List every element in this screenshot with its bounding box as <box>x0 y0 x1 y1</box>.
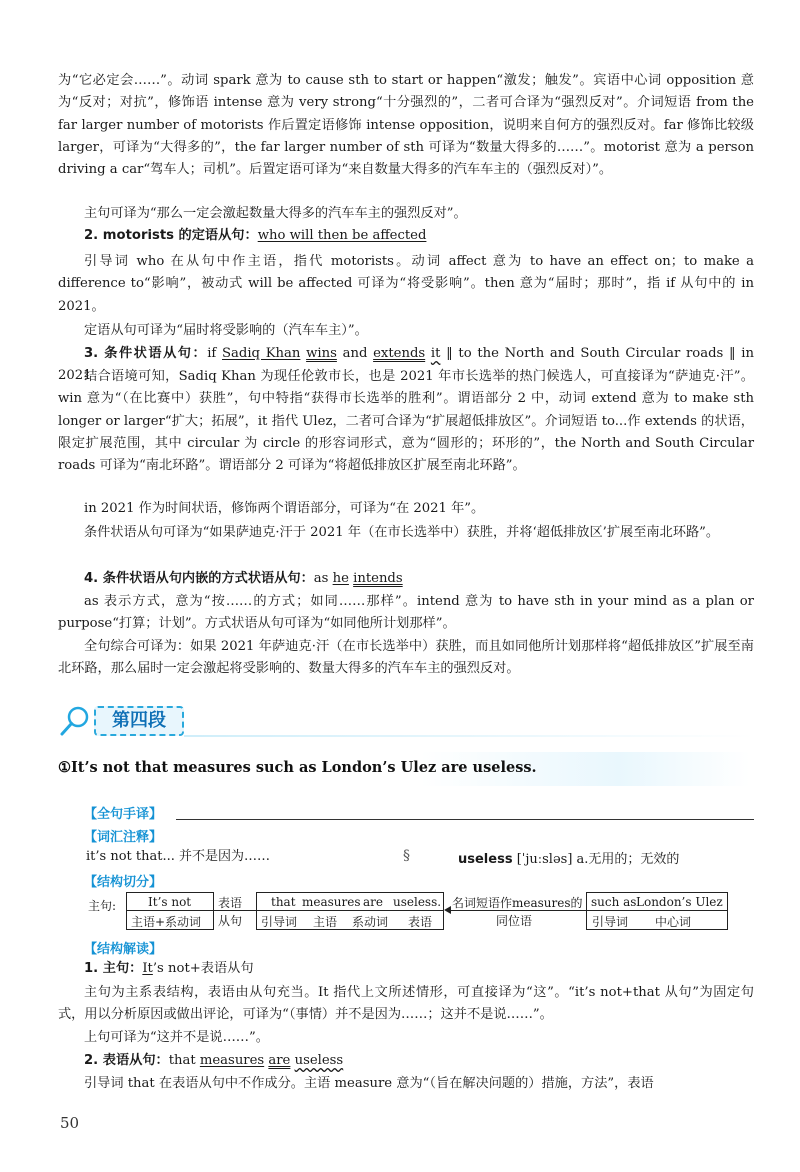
label-structure: 【结构切分】 <box>84 875 163 890</box>
magnifier-icon <box>58 704 94 738</box>
paragraph-relative-translation: 定语从句可译为“届时将受影响的（汽车车主）”。 <box>84 323 368 338</box>
heading-label: 1. 主句： <box>84 961 143 976</box>
word-intends: intends <box>353 571 403 586</box>
analysis-heading-1 <box>84 958 754 980</box>
paragraph-as-manner: as 表示方式，意为“按……的方式；如同……那样”。intend 意为 to have sth in your mind as a plan or purpose“打算；计划”。方式状语从句可译为“如同他所计划那样”。 <box>58 594 754 632</box>
target-sentence: ①It’s not that measures such as London’s Ulez are useless. <box>58 759 537 776</box>
diagram-box-appositive-divider <box>586 910 728 911</box>
diagram-predicative-top: 表语 <box>218 896 243 910</box>
label-translation: 【全句手译】 <box>84 807 163 822</box>
paragraph-main-clause-translation: 主句可译为“那么一定会激起数量大得多的汽车车主的强烈反对”。 <box>84 206 467 221</box>
vocab-item-2 <box>458 848 679 867</box>
diagram-appositive-bottom: 同位语 <box>496 914 533 928</box>
diagram-appositive-top: 名词短语作measures的 <box>452 896 583 910</box>
diagram-role: 中心词 <box>655 915 692 929</box>
paragraph-full-translation: 全句综合可译为：如果 2021 年萨迪克·汗（在市长选举中）获胜，而且如同他所计划那样将“超低排放区”扩展至南北环路，那么届时一定会激起将受影响的、数量大得多的汽车车主的强烈反对。 <box>58 639 754 677</box>
paragraph-conditional-translation: 条件状语从句可译为“如果萨迪克·汗于 2021 年（在市长选举中）获胜，并将‘超低排放区’扩展至南北环路”。 <box>84 525 720 540</box>
analysis-it: It <box>142 961 153 976</box>
analysis-heading-2 <box>84 1050 754 1072</box>
heading-manner-clause <box>58 568 754 590</box>
word-if: if <box>207 346 222 361</box>
analysis-text-2: 上句可译为“这并不是说……”。 <box>84 1030 269 1045</box>
diagram-predicative-bottom: 从句 <box>218 914 243 928</box>
page-number: 50 <box>60 1114 80 1132</box>
heading-label: 2. 表语从句： <box>84 1053 169 1068</box>
diagram-role: 引导词 <box>261 915 298 929</box>
paragraph-time-adverbial: in 2021 作为时间状语，修饰两个谓语部分，可译为“在 2021 年”。 <box>84 501 485 516</box>
section-title: 第四段 <box>112 710 166 731</box>
word-he: he <box>332 571 349 586</box>
word-object: it <box>430 346 441 361</box>
word-subject: Sadiq Khan <box>222 346 301 361</box>
diagram-word: London’s Ulez <box>636 895 723 909</box>
section-badge <box>94 706 184 736</box>
analysis-text-3: 引导词 that 在表语从句中不作成分。主语 measure 意为“（旨在解决问题的）措施，方法”，表语 <box>84 1076 654 1091</box>
heading-relative-clause <box>58 225 754 247</box>
diagram-word: useless. <box>393 895 442 909</box>
paragraph-sadiq-khan: 结合语境可知，Sadiq Khan 为现任伦敦市长，也是 2021 年市长选举的热门候选人，可直接译为“萨迪克·汗”。win 意为“（在比赛中）获胜”，句中特指“获得市长选举的胜利”。谓语部分 2 中，动词 extend 意为 to make sth longer or larger“扩大；拓展”，it 指代 Ulez，二者可合译为“扩展超低排放区”。介词短语 to...作 extends 的状语，限定扩展范围，其中 circular 为 circle 的形容词形式，意为“圆形的；环形的”，the North and South Circular roads 可译为“南北环路”。谓语部分 2 可译为“将超低排放区扩展至南北环路”。 <box>58 369 754 474</box>
diagram-main-top: It’s not <box>148 895 192 909</box>
vocab-separator: § <box>403 848 410 864</box>
diagram-word: measures <box>302 895 361 909</box>
diagram-box-clause-divider <box>256 910 444 911</box>
diagram-word: are <box>363 895 383 909</box>
diagram-role: 主语 <box>313 915 338 929</box>
vocab-definition: [ˈjuːsləs] a.无用的；无效的 <box>512 852 680 867</box>
clause-rest: ‖ to the North and South Circular roads ‖ in 2021 <box>58 346 754 384</box>
analysis-text-1: 主句为主系表结构，表语由从句充当。It 指代上文所述情形，可直接译为“这”。“it’s not+that 从句”为固定句式，用以分析原因或做出评论，可译为“（事情）并不是因为……；这并不是说……”。 <box>58 985 754 1023</box>
analysis-h1-rest: ’s not+表语从句 <box>152 961 254 976</box>
analysis-that: that <box>168 1053 200 1068</box>
section-divider <box>184 735 754 737</box>
heading-label: 3. 条件状语从句： <box>84 346 208 361</box>
paragraph-spark: 为“它必定会……”。动词 spark 意为 to cause sth to start or happen“激发；触发”。宾语中心词 opposition 意为“反对；对抗”，修饰语 intense 意为 very strong“十分强烈的”，二者可合译为“强烈反对”。介词短语 from the far larger number of motorists 作后置定语修饰 intense opposition，说明来自何方的强烈反对。far 修饰比较级 larger，可译为“大得多的”，the far larger number of sth 可译为“数量大得多的……”。motorist 意为 a person driving a car“驾车人；司机”。后置定语可译为“来自数量大得多的汽车车主的（强烈反对）”。 <box>58 73 754 178</box>
diagram-role: 表语 <box>408 915 433 929</box>
analysis-useless: useless <box>294 1053 344 1068</box>
word-predicate-2: extends <box>373 346 426 361</box>
word-predicate-1: wins <box>306 346 337 361</box>
analysis-measures: measures <box>199 1053 265 1068</box>
diagram-word: that <box>271 895 296 909</box>
word-and: and <box>336 346 374 361</box>
diagram-role: 引导词 <box>592 915 629 929</box>
relative-clause-text: who will then be affected <box>257 228 427 243</box>
diagram-word: such as <box>591 895 637 909</box>
heading-label: 4. 条件状语从句内嵌的方式状语从句： <box>84 571 314 586</box>
diagram-main-label: 主句: <box>88 899 117 913</box>
heading-label: 2. motorists 的定语从句： <box>84 228 258 243</box>
diagram-main-bottom: 主语+系动词 <box>131 915 202 929</box>
paragraph-who: 引导词 who 在从句中作主语，指代 motorists。动词 affect 意为 to have an effect on；to make a difference to“影响”，被动式 will be affected 可译为“将受影响”。then 意为“届时；那时”，指 if 从句中的 in 2021。 <box>58 254 754 314</box>
analysis-are: are <box>268 1053 291 1068</box>
diagram-role: 系动词 <box>352 915 389 929</box>
label-vocab: 【词汇注释】 <box>84 830 163 845</box>
vocab-word: useless <box>458 852 513 867</box>
diagram-box-main-divider <box>126 910 214 911</box>
vocab-item-1: it’s not that... 并不是因为…… <box>86 849 270 864</box>
label-analysis: 【结构解读】 <box>84 942 163 957</box>
translation-blank-line <box>176 819 754 820</box>
diagram-arrow-line-1 <box>214 910 256 911</box>
word-as: as <box>313 571 333 586</box>
